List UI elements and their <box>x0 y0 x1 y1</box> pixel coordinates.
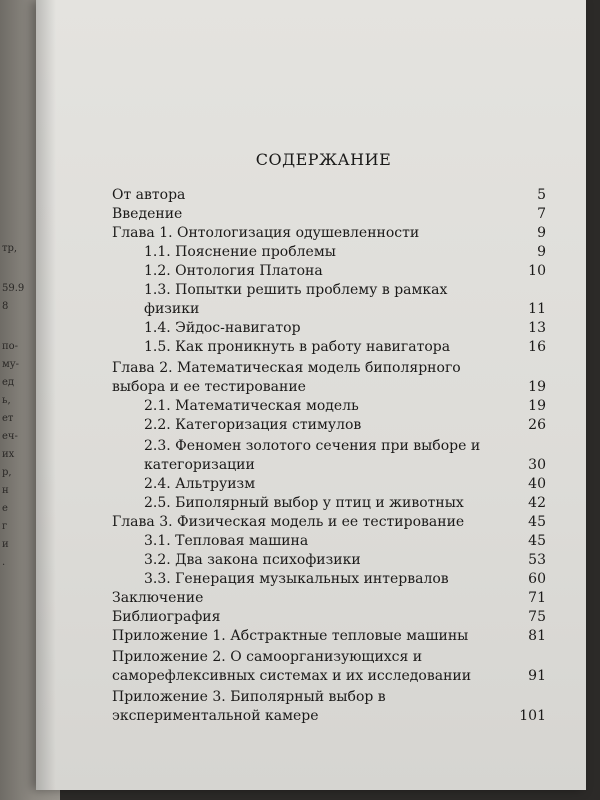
toc-entry-title: Глава 3. Физическая модель и ее тестирование <box>112 514 465 530</box>
toc-entry <box>112 627 546 646</box>
toc-entry-title: Заключение <box>112 590 204 606</box>
toc-entry-page: 10 <box>528 263 546 279</box>
toc-entry-page: 45 <box>528 514 546 530</box>
fragment-line: р, <box>2 467 12 478</box>
toc-entry <box>112 475 546 494</box>
fragment-line: их <box>2 449 15 460</box>
toc-entry <box>112 338 546 357</box>
table-of-contents <box>112 186 546 726</box>
toc-entry-title: 3.1. Тепловая машина <box>144 533 309 549</box>
fragment-line: тр, <box>2 243 18 254</box>
toc-entry-page: 81 <box>528 628 546 644</box>
toc-entry-page: 9 <box>537 244 546 260</box>
toc-entry <box>112 397 546 416</box>
toc-entry-title: 1.4. Эйдос-навигатор <box>144 320 301 336</box>
fragment-line: г <box>2 521 8 532</box>
fragment-line: н <box>2 485 9 496</box>
book-page <box>36 0 586 790</box>
toc-entry <box>112 224 546 243</box>
toc-entry-page: 75 <box>528 609 546 625</box>
toc-entry-page: 71 <box>528 590 546 606</box>
toc-entry <box>112 494 546 513</box>
fragment-line: е <box>2 503 8 514</box>
toc-entry <box>112 532 546 551</box>
fragment-line: и <box>2 539 9 550</box>
toc-entry-title: 3.3. Генерация музыкальных интервалов <box>144 571 449 587</box>
toc-entry-title: 2.5. Биполярный выбор у птиц и животных <box>144 495 464 511</box>
toc-entry-page: 26 <box>528 417 546 433</box>
toc-entry <box>112 319 546 338</box>
toc-entry-page: 5 <box>537 187 546 203</box>
toc-entry-title: 1.5. Как проникнуть в работу навигатора <box>144 339 451 355</box>
toc-entry <box>112 437 546 475</box>
toc-entry-title: 2.3. Феномен золотого сечения при выборе и категоризации <box>144 438 481 473</box>
fragment-line: 8 <box>2 301 9 312</box>
fragment-line: еч- <box>2 431 18 442</box>
toc-entry-page: 60 <box>528 571 546 587</box>
toc-entry-page: 42 <box>528 495 546 511</box>
page-curve-shadow <box>36 0 56 790</box>
toc-entry-title: 1.1. Пояснение проблемы <box>144 244 336 260</box>
toc-entry-page: 9 <box>537 225 546 241</box>
toc-entry <box>112 551 546 570</box>
toc-entry-title: Приложение 2. О самоорганизующихся и саморефлексивных системах и их исследовании <box>112 649 472 684</box>
toc-entry-page: 13 <box>528 320 546 336</box>
toc-entry <box>112 416 546 435</box>
toc-entry-page: 30 <box>528 457 546 473</box>
toc-entry <box>112 688 546 726</box>
fragment-line: . <box>2 557 6 568</box>
toc-entry-title: Приложение 3. Биполярный выбор в экспериментальной камере <box>112 689 386 724</box>
toc-entry-page: 16 <box>528 339 546 355</box>
toc-entry-title: 2.2. Категоризация стимулов <box>144 417 362 433</box>
toc-entry <box>112 243 546 262</box>
toc-entry-title: 3.2. Два закона психофизики <box>144 552 361 568</box>
toc-entry-page: 91 <box>528 668 546 684</box>
toc-entry-page: 53 <box>528 552 546 568</box>
fragment-line: 59.9 <box>2 283 25 294</box>
toc-entry <box>112 648 546 686</box>
toc-entry-title: Приложение 1. Абстрактные тепловые машины <box>112 628 469 644</box>
toc-entry-title: 2.1. Математическая модель <box>144 398 359 414</box>
fragment-line: ед <box>2 377 15 388</box>
toc-entry-title: 1.3. Попытки решить проблему в рамках физики <box>144 282 448 317</box>
toc-entry-title: От автора <box>112 187 186 203</box>
toc-entry <box>112 262 546 281</box>
toc-entry-page: 101 <box>519 708 546 724</box>
toc-heading: СОДЕРЖАНИЕ <box>255 150 392 169</box>
toc-entry <box>112 281 546 319</box>
toc-entry-page: 19 <box>528 379 546 395</box>
toc-entry-page: 7 <box>537 206 546 222</box>
toc-entry-title: Глава 1. Онтологизация одушевленности <box>112 225 420 241</box>
fragment-line: му- <box>2 359 20 370</box>
toc-entry <box>112 608 546 627</box>
toc-entry-page: 45 <box>528 533 546 549</box>
toc-entry-title: 1.2. Онтология Платона <box>144 263 323 279</box>
toc-entry <box>112 205 546 224</box>
toc-entry-title: Библиография <box>112 609 221 625</box>
toc-entry <box>112 359 546 397</box>
toc-entry-page: 11 <box>528 301 546 317</box>
toc-entry <box>112 589 546 608</box>
toc-entry <box>112 570 546 589</box>
toc-entry-page: 40 <box>528 476 546 492</box>
toc-entry-title: Глава 2. Математическая модель биполярного выбора и ее тестирование <box>112 360 461 395</box>
fragment-line: по- <box>2 341 19 352</box>
toc-entry-title: 2.4. Альтруизм <box>144 476 256 492</box>
toc-entry-title: Введение <box>112 206 183 222</box>
toc-entry-page: 19 <box>528 398 546 414</box>
toc-entry <box>112 513 546 532</box>
fragment-line: ь, <box>2 395 11 406</box>
fragment-line: ет <box>2 413 14 424</box>
toc-entry <box>112 186 546 205</box>
